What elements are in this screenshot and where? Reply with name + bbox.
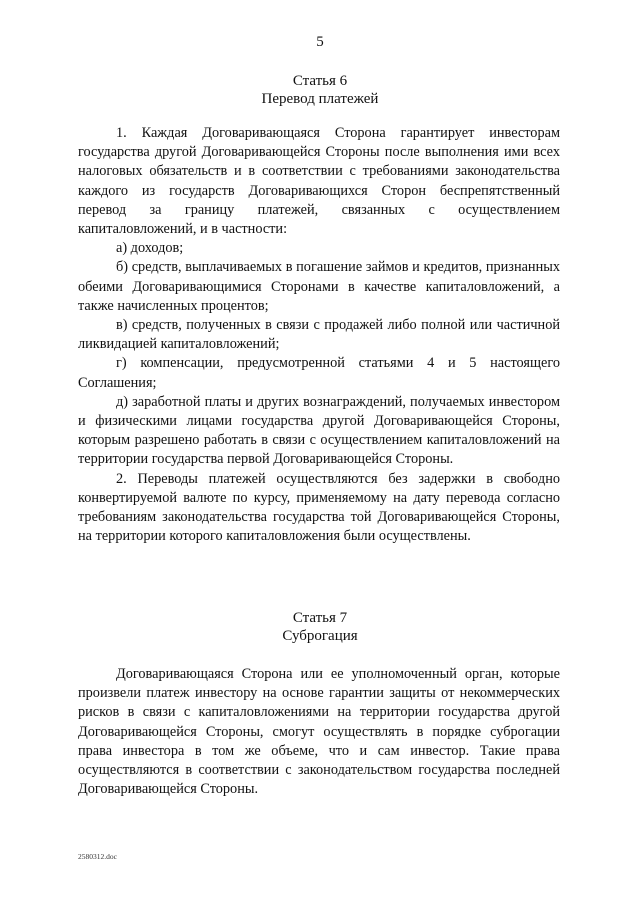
document-filename: 2580312.doc bbox=[78, 852, 117, 861]
article-6-item-g: г) компенсации, предусмотренной статьями 4 и 5 настоящего Соглашения; bbox=[78, 355, 560, 391]
page-number: 5 bbox=[316, 34, 324, 50]
article-7-heading bbox=[0, 609, 640, 645]
article-7-body bbox=[78, 665, 560, 799]
article-7-subtitle: Суброгация bbox=[282, 628, 358, 644]
article-6-heading bbox=[0, 72, 640, 108]
article-6-paragraph-1: 1. Каждая Договаривающаяся Сторона гарантирует инвесторам государства другой Договаривающейся Стороны после выполнения ими всех налоговых обязательств и в соответствии с требованиями законодательства каждого из государств Договаривающихся Сторон беспрепятственный перевод за границу платежей, связанных с осуществлением капиталовложений, и в частности: bbox=[78, 125, 560, 238]
article-6-title: Статья 6 bbox=[292, 73, 348, 89]
article-7-title: Статья 7 bbox=[292, 610, 348, 626]
article-6-item-d: д) заработной платы и других вознаграждений, получаемых инвестором и физическими лицами государства другой Договаривающейся Стороны, которым разрешено работать в связи с осуществлением капиталовложений на территории государства первой Договаривающейся Стороны. bbox=[78, 393, 560, 468]
article-6-paragraph-2: 2. Переводы платежей осуществляются без задержки в свободно конвертируемой валюте по курсу, применяемому на дату перевода согласно требованиям законодательства государства той Договаривающейся Стороны, на территории которого капиталовложения были осуществлены. bbox=[78, 470, 560, 545]
article-6-item-b: б) средств, выплачиваемых в погашение займов и кредитов, признанных обеими Договаривающимися Сторонами в качестве капиталовложений, а также начисленных процентов; bbox=[78, 259, 560, 314]
article-6-item-v: в) средств, полученных в связи с продажей либо полной или частичной ликвидацией капиталовложений; bbox=[78, 317, 560, 353]
article-7-paragraph-1: Договаривающаяся Сторона или ее уполномоченный орган, которые произвели платеж инвестору на основе гарантии защиты от некоммерческих рисков в связи с капиталовложениями на территории государства другой Договаривающейся Стороны, смогут осуществлять в порядке суброгации права инвестора в том же объеме, что и сам инвестор. Такие права осуществляются в соответствии с законодательством государства последней Договаривающейся Стороны. bbox=[78, 666, 560, 798]
article-6-subtitle: Перевод платежей bbox=[261, 91, 379, 107]
article-6-body bbox=[78, 124, 560, 546]
article-6-item-a: а) доходов; bbox=[116, 240, 184, 257]
